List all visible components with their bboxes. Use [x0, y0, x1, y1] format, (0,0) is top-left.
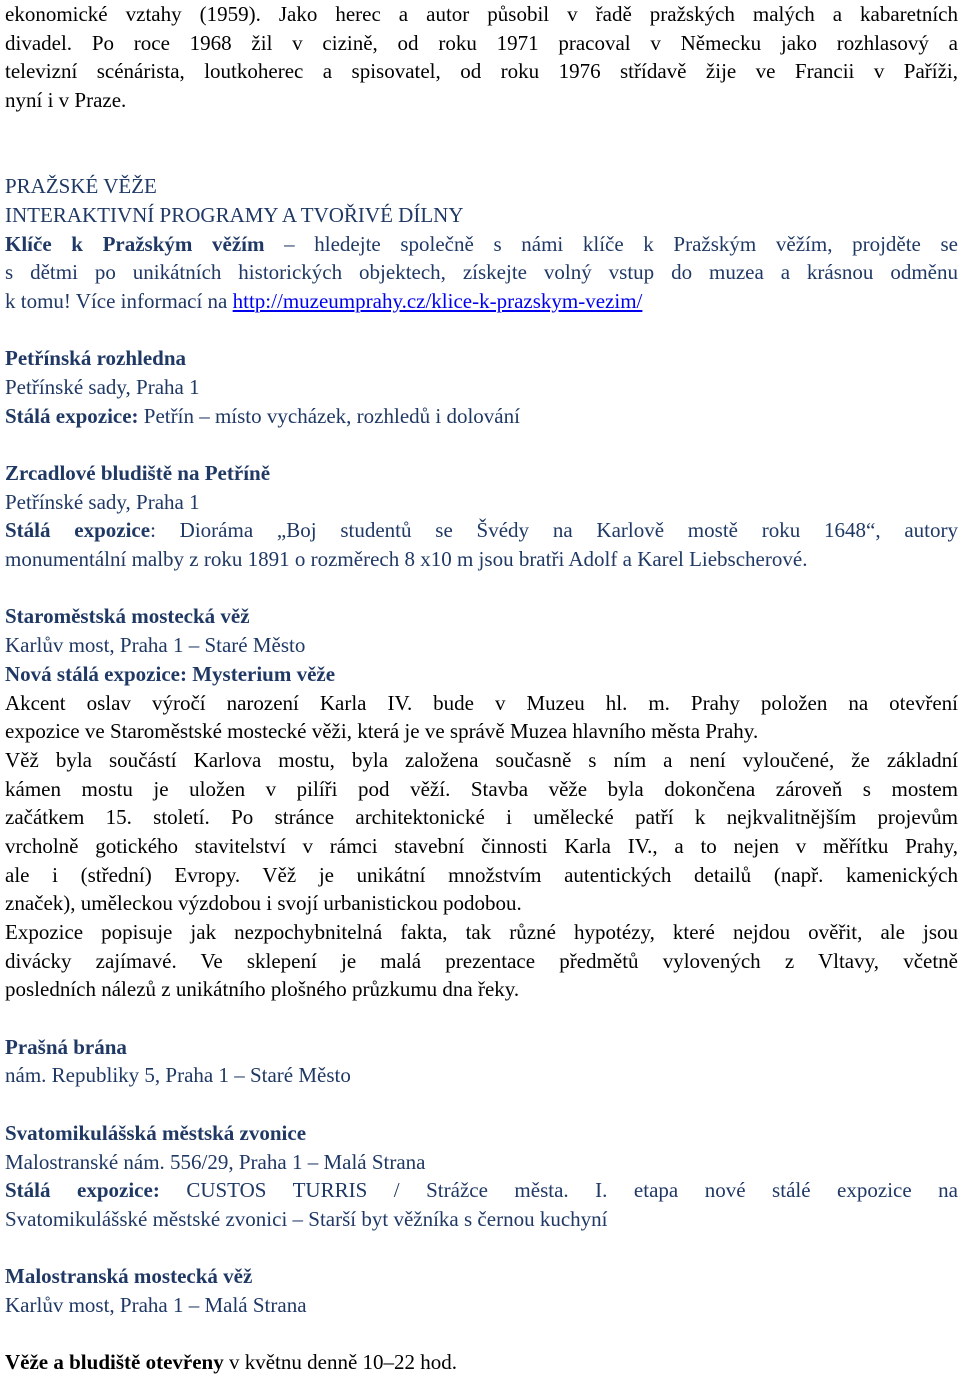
place-address: Malostranské nám. 556/29, Praha 1 – Malá Strana — [5, 1149, 426, 1174]
description-line: Expozice popisuje jak nezpochybnitelná fakta, tak různé hypotézy, které nejdou ověřit, ale jsou — [5, 920, 958, 944]
spacer — [5, 316, 958, 345]
description-line: kámen mostu je uložen v pilíři pod věží. Stavba věže byla dokončena zároveň s mostem — [5, 776, 958, 801]
spacer — [5, 143, 958, 172]
spacer — [5, 1090, 958, 1119]
description-line: expozice ve Staroměstské mostecké věži, která je ve správě Muzea hlavního města Prahy. — [5, 719, 759, 744]
description-line: Věž byla součástí Karlova mostu, byla založena současně s ním a není vyloučené, že základní — [5, 747, 958, 772]
place-address: Petřínské sady, Praha 1 — [5, 489, 200, 514]
description-line: ale i (střední) Evropy. Věž je unikátní množstvím autentických detailů (např. kamenických — [5, 862, 958, 887]
exhibition-text: Petřín – místo vycházek, rozhledů i dolování — [138, 403, 520, 428]
opening-hours — [5, 1348, 958, 1377]
exhibition-text: : Dioráma „Boj studentů se Švédy na Karlově mostě roku 1648“, autory — [150, 518, 958, 543]
program-link[interactable]: http://muzeumprahy.cz/klice-k-prazskym-vezim/ — [232, 288, 643, 313]
place-address: Karlův most, Praha 1 – Malá Strana — [5, 1292, 307, 1317]
program-name: Klíče k Pražským věžím — [5, 231, 265, 256]
spacer — [5, 1320, 958, 1349]
description-line: Akcent oslav výročí narození Karla IV. bude v Muzeu hl. m. Prahy položen na otevření — [5, 690, 958, 715]
exhibition-text: CUSTOS TURRIS / Strážce města. I. etapa nové stálé expozice na — [159, 1178, 958, 1203]
document-page — [5, 0, 958, 1377]
description-line: vrcholně gotického stavitelství v rámci stavební činnosti Karla IV., a to nejen v měřítku Prahy, — [5, 833, 958, 858]
exhibition-line: Svatomikulášské městské zvonici – Starší byt věžníka s černou kuchyní — [5, 1206, 608, 1231]
exhibition-label: Stálá expozice: — [5, 1178, 160, 1203]
intro-paragraph — [5, 0, 958, 115]
place-name: Zrcadlové bludiště na Petříně — [5, 461, 271, 485]
program-line — [5, 230, 958, 259]
program-text: k tomu! Více informací na — [5, 288, 233, 313]
section-title: PRAŽSKÉ VĚŽE — [5, 174, 157, 199]
spacer — [5, 1004, 958, 1033]
place-name: Petřínská rozhledna — [5, 346, 187, 371]
exhibition-label: Stálá expozice — [5, 518, 151, 543]
intro-line: divadel. Po roce 1968 žil v cizině, od roku 1971 pracoval v Německu jako rozhlasový a — [5, 30, 958, 55]
exhibition-line: monumentální malby z roku 1891 o rozměrech 8 x10 m jsou bratři Adolf a Karel Liebscherové. — [5, 547, 808, 572]
description-line: značek), uměleckou výzdobou i svojí urbanistickou podobou. — [5, 891, 522, 916]
place-address: Petřínské sady, Praha 1 — [5, 374, 200, 399]
intro-line: nyní i v Praze. — [5, 88, 127, 113]
place-name: Staroměstská mostecká věž — [5, 604, 250, 629]
description-line: posledních nálezů z unikátního plošného průzkumu dna řeky. — [5, 977, 520, 1002]
spacer — [5, 574, 958, 603]
exhibition-line — [5, 402, 958, 431]
exhibition-line — [5, 1176, 958, 1205]
intro-line: televizní scénárista, loutkoherec a spisovatel, od roku 1976 střídavě žije ve Francii v Paříži, — [5, 59, 958, 84]
spacer — [5, 1234, 958, 1263]
program-text: – hledejte společně s námi klíče k Pražským věžím, projděte se — [264, 231, 958, 256]
exhibition-label: Stálá expozice: — [5, 403, 139, 428]
place-name: Svatomikulášská městská zvonice — [5, 1120, 307, 1145]
exhibition-line — [5, 516, 958, 545]
exhibition-title: Nová stálá expozice: Mysterium věže — [5, 661, 336, 686]
place-address: Karlův most, Praha 1 – Staré Město — [5, 633, 306, 658]
spacer — [5, 430, 958, 459]
place-name: Prašná brána — [5, 1034, 127, 1059]
program-line: s dětmi po unikátních historických objektech, získejte volný vstup do muzea a krásnou odměnu — [5, 260, 958, 285]
spacer — [5, 115, 958, 144]
place-address: nám. Republiky 5, Praha 1 – Staré Město — [5, 1063, 351, 1088]
description-line: divácky zajímavé. Ve sklepení je malá prezentace předmětů vylovených z Vltavy, včetně — [5, 948, 958, 973]
description-line: začátkem 15. století. Po stránce architektonické i umělecké patří k nejkvalitnějším projevům — [5, 805, 958, 830]
opening-hours-label: Věže a bludiště otevřeny — [5, 1350, 224, 1375]
place-name: Malostranská mostecká věž — [5, 1264, 253, 1289]
program-line — [5, 287, 958, 316]
section-subtitle: INTERAKTIVNÍ PROGRAMY A TVOŘIVÉ DÍLNY — [5, 202, 464, 227]
intro-line: ekonomické vztahy (1959). Jako herec a autor působil v řadě pražských malých a kabaretních — [5, 2, 958, 26]
opening-hours-text: v květnu denně 10–22 hod. — [223, 1350, 458, 1375]
